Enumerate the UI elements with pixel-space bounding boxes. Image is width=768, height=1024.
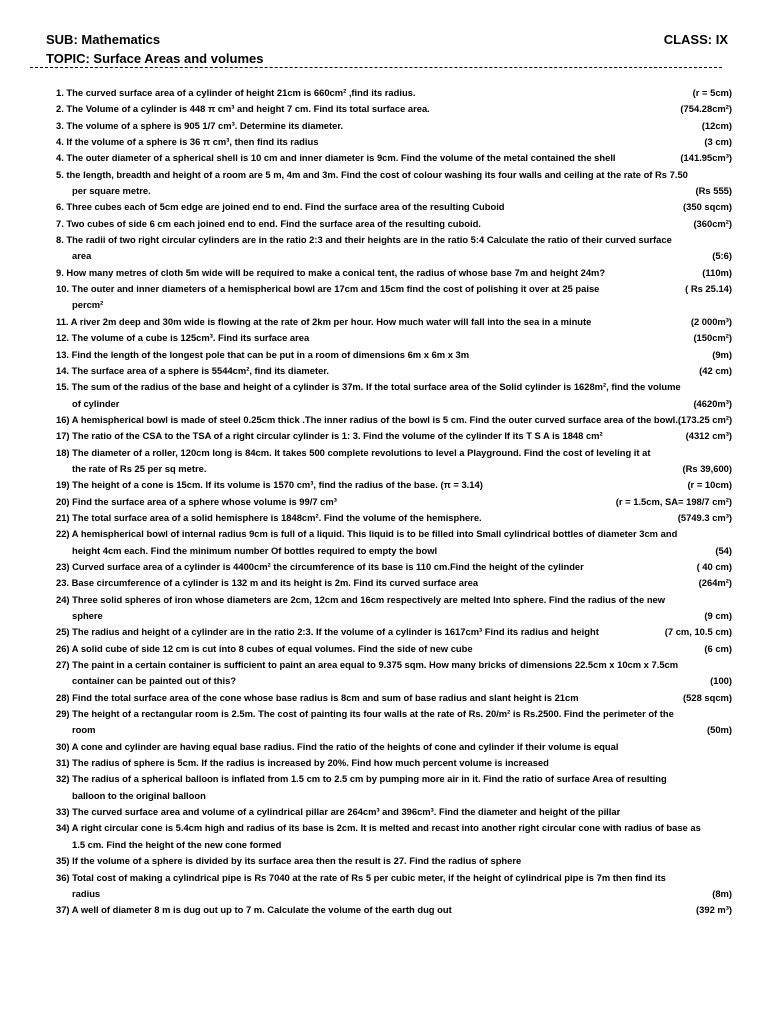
question-item	[56, 853, 732, 869]
question-item	[56, 559, 732, 575]
question-item	[56, 199, 732, 215]
question-line	[56, 134, 732, 150]
question-text: 18) The diameter of a roller, 120cm long is 84cm. It takes 500 complete revolutions to level a Playground. Find the cost of leveling it at	[56, 446, 651, 458]
question-text: 19) The height of a cone is 15cm. If its volume is 1570 cm³, find the radius of the base. (π = 3.14)	[56, 479, 483, 491]
answer-text: (4312 cm³)	[685, 430, 732, 442]
question-line	[56, 199, 732, 215]
question-line	[56, 902, 732, 918]
question-item	[56, 379, 732, 412]
answer-text: ( 40 cm)	[696, 560, 732, 572]
question-line	[56, 853, 732, 869]
question-item	[56, 870, 732, 903]
question-text: 17) The ratio of the CSA to the TSA of a right circular cylinder is 1: 3. Find the volume of the cylinder If its T S A is 1848 cm²	[56, 430, 603, 442]
question-text: 27) The paint in a certain container is sufficient to paint an area equal to 9.375 sqm. How many bricks of dimensions 22.5cm x 10cm x 7.5cm	[56, 659, 679, 671]
question-continuation-line	[56, 608, 732, 624]
question-text: 24) Three solid spheres of iron whose diameters are 2cm, 12cm and 16cm respectively are melted Into sphere. Find the radius of the new	[56, 593, 666, 605]
question-item	[56, 412, 732, 428]
question-item	[56, 347, 732, 363]
question-item	[56, 592, 732, 625]
answer-text: (264m²)	[698, 577, 732, 589]
answer-text: (5749.3 cm³)	[677, 511, 732, 523]
question-text: 9. How many metres of cloth 5m wide will be required to make a conical tent, the radius of whose base 7m and height 24m?	[56, 266, 606, 278]
question-line	[56, 314, 732, 330]
dashed-divider	[30, 67, 722, 68]
question-text: 23. Base circumference of a cylinder is 132 m and its height is 2m. Find its curved surface area	[56, 577, 479, 589]
question-continuation-text: height 4cm each. Find the minimum number Of bottles required to empty the bowl	[72, 544, 438, 556]
question-item	[56, 314, 732, 330]
answer-text: (110m)	[702, 266, 732, 278]
question-text: 21) The total surface area of a solid hemisphere is 1848cm². Find the volume of the hemisphere.	[56, 511, 482, 523]
question-line	[56, 347, 732, 363]
answer-text: (5:6)	[712, 250, 732, 262]
question-line	[56, 150, 732, 166]
question-line	[56, 804, 732, 820]
question-item	[56, 510, 732, 526]
question-line	[56, 755, 732, 771]
question-text: 1. The curved surface area of a cylinder of height 21cm is 660cm² ,find its radius.	[56, 87, 416, 98]
question-line	[56, 265, 732, 281]
question-text: 35) If the volume of a sphere is divided by its surface area then the result is 27. Find the radius of sphere	[56, 855, 522, 867]
question-item	[56, 820, 732, 853]
question-item	[56, 575, 732, 591]
question-line	[56, 575, 732, 591]
question-item	[56, 526, 732, 559]
question-text: 31) The radius of sphere is 5cm. If the radius is increased by 20%. Find how much percent volume is increased	[56, 757, 549, 769]
question-continuation-line	[56, 788, 732, 804]
question-line	[56, 820, 732, 836]
question-line	[56, 706, 732, 722]
question-item	[56, 804, 732, 820]
question-continuation-line	[56, 248, 732, 264]
question-text: 25) The radius and height of a cylinder are in the ratio 2:3. If the volume of a cylinder is 1617cm³ Find its radius and height	[56, 626, 599, 638]
question-item	[56, 494, 732, 510]
question-text: 20) Find the surface area of a sphere whose volume is 99/7 cm³	[56, 495, 337, 507]
question-item	[56, 281, 732, 314]
question-text: 8. The radii of two right circular cylinders are in the ratio 2:3 and their heights are in the ratio 5:4 Calculate the ratio of their curved surface	[56, 234, 672, 246]
question-text: 23) Curved surface area of a cylinder is 4400cm² the circumference of its base is 110 cm.Find the height of the cylinder	[56, 560, 584, 572]
question-item	[56, 265, 732, 281]
question-item	[56, 101, 732, 117]
question-line	[56, 216, 732, 232]
question-text: 28) Find the total surface area of the cone whose base radius is 8cm and sum of base radius and slant height is 21cm	[56, 691, 579, 703]
answer-text: (r = 1.5cm, SA= 198/7 cm²)	[615, 495, 732, 507]
question-text: 32) The radius of a spherical balloon is inflated from 1.5 cm to 2.5 cm by pumping more air in it. Find the ratio of surface Area of resulting	[56, 773, 667, 785]
question-continuation-text: of cylinder	[72, 397, 120, 409]
answer-text: (173.25 cm²)	[677, 413, 733, 425]
question-line	[56, 477, 732, 493]
question-continuation-line	[56, 297, 732, 313]
question-text: 2. The Volume of a cylinder is 448 π cm³ and height 7 cm. Find its total surface area.	[56, 103, 430, 115]
answer-text: (7 cm, 10.5 cm)	[664, 626, 732, 638]
question-continuation-text: the rate of Rs 25 per sq metre.	[72, 462, 207, 474]
question-continuation-text: area	[72, 250, 92, 262]
question-line	[56, 592, 732, 608]
question-text: 30) A cone and cylinder are having equal base radius. Find the ratio of the heights of cone and cylinder if their volume is equal	[56, 740, 619, 752]
question-continuation-text: sphere	[72, 610, 103, 621]
question-item	[56, 641, 732, 657]
question-item	[56, 118, 732, 134]
answer-text: (9m)	[712, 348, 732, 360]
answer-text: (3 cm)	[704, 136, 732, 148]
question-continuation-line	[56, 543, 732, 559]
answer-text: (54)	[715, 544, 732, 556]
topic-label: TOPIC: Surface Areas and volumes	[46, 51, 264, 66]
question-text: 5. the length, breadth and height of a room are 5 m, 4m and 3m. Find the cost of colour washing its four walls and ceiling at the rate of Rs 7.50	[56, 168, 688, 180]
question-text: 26) A solid cube of side 12 cm is cut into 8 cubes of equal volumes. Find the side of new cube	[56, 642, 473, 654]
subject-label: SUB: Mathematics	[46, 32, 161, 47]
answer-text: ( Rs 25.14)	[685, 283, 732, 295]
answer-text: (Rs 39,600)	[682, 462, 732, 474]
question-line	[56, 771, 732, 787]
question-text: 4. If the volume of a sphere is 36 π cm³, then find its radius	[56, 136, 319, 148]
question-continuation-text: per square metre.	[72, 185, 151, 197]
question-item	[56, 445, 732, 478]
question-line	[56, 412, 732, 428]
question-line	[56, 657, 732, 673]
question-text: 10. The outer and inner diameters of a hemispherical bowl are 17cm and 15cm find the cost of polishing it over at 25 paise	[56, 283, 600, 295]
question-item	[56, 657, 732, 690]
answer-text: (50m)	[706, 724, 732, 736]
question-item	[56, 85, 732, 101]
question-text: 4. The outer diameter of a spherical shell is 10 cm and inner diameter is 9cm. Find the volume of the metal contained the shell	[56, 152, 616, 164]
question-continuation-text: balloon to the original balloon	[72, 789, 206, 801]
question-line	[56, 870, 732, 886]
question-line	[56, 494, 732, 510]
question-continuation-line	[56, 722, 732, 738]
answer-text: (350 sqcm)	[683, 201, 732, 213]
question-item	[56, 477, 732, 493]
question-text: 12. The volume of a cube is 125cm³. Find its surface area	[56, 332, 310, 344]
question-item	[56, 706, 732, 739]
answer-text: (141.95cm³)	[680, 152, 732, 164]
question-item	[56, 902, 732, 918]
question-text: 16) A hemispherical bowl is made of steel 0.25cm thick .The inner radius of the bowl is 5 cm. Find the outer curved surface area of the bowl.	[56, 413, 678, 425]
answer-text: (392 m³)	[696, 904, 732, 916]
question-continuation-text: radius	[72, 887, 101, 899]
question-item	[56, 428, 732, 444]
answer-text: (528 sqcm)	[683, 691, 732, 703]
question-line	[56, 118, 732, 134]
question-item	[56, 330, 732, 346]
question-continuation-line	[56, 837, 732, 853]
question-line	[56, 641, 732, 657]
question-line	[56, 85, 732, 101]
question-line	[56, 363, 732, 379]
question-continuation-line	[56, 673, 732, 689]
question-text: 6. Three cubes each of 5cm edge are joined end to end. Find the surface area of the resulting Cuboid	[56, 201, 505, 213]
answer-text: (r = 5cm)	[692, 87, 732, 98]
question-item	[56, 624, 732, 640]
question-item	[56, 755, 732, 771]
question-text: 37) A well of diameter 8 m is dug out up to 7 m. Calculate the volume of the earth dug out	[56, 904, 452, 916]
question-line	[56, 526, 732, 542]
question-continuation-line	[56, 183, 732, 199]
question-item	[56, 690, 732, 706]
question-text: 7. Two cubes of side 6 cm each joined end to end. Find the surface area of the resulting cuboid.	[56, 217, 481, 229]
question-line	[56, 624, 732, 640]
header	[46, 30, 728, 68]
question-continuation-text: percm²	[72, 299, 104, 311]
answer-text: (100)	[710, 675, 732, 687]
answer-text: (9 cm)	[704, 610, 732, 621]
question-text: 15. The sum of the radius of the base and height of a cylinder is 37m. If the total surface area of the Solid cylinder is 1628m², find the volume	[56, 381, 681, 393]
question-text: 36) Total cost of making a cylindrical pipe is Rs 7040 at the rate of Rs 5 per cubic meter, if the height of cylindrical pipe is 7m then find its	[56, 871, 666, 883]
question-line	[56, 445, 732, 461]
answer-text: (12cm)	[701, 119, 732, 131]
question-text: 22) A hemispherical bowl of internal radius 9cm is full of a liquid. This liquid is to be filled into Small cylindrical bottles of diameter 3cm and	[56, 528, 678, 540]
question-item	[56, 739, 732, 755]
question-line	[56, 281, 732, 297]
question-line	[56, 101, 732, 117]
answer-text: (42 cm)	[699, 364, 732, 376]
question-text: 33) The curved surface area and volume of a cylindrical pillar are 264cm³ and 396cm³. Find the diameter and height of the pillar	[56, 806, 621, 818]
question-line	[56, 379, 732, 395]
answer-text: (8m)	[712, 887, 732, 899]
question-continuation-line	[56, 396, 732, 412]
answer-text: (4620m³)	[693, 397, 732, 409]
question-line	[56, 510, 732, 526]
question-text: 3. The volume of a sphere is 905 1/7 cm³. Determine its diameter.	[56, 119, 344, 131]
header-row	[46, 30, 728, 49]
question-continuation-text: 1.5 cm. Find the height of the new cone formed	[72, 838, 282, 850]
question-line	[56, 428, 732, 444]
answer-text: (6 cm)	[704, 642, 732, 654]
question-text: 13. Find the length of the longest pole that can be put in a room of dimensions 6m x 6m x 3m	[56, 348, 470, 360]
question-line	[56, 232, 732, 248]
question-item	[56, 167, 732, 200]
question-item	[56, 134, 732, 150]
question-line	[56, 739, 732, 755]
answer-text: (150cm²)	[693, 332, 732, 344]
question-list	[56, 85, 732, 919]
answer-text: (Rs 555)	[695, 185, 732, 197]
question-item	[56, 232, 732, 265]
question-item	[56, 363, 732, 379]
question-item	[56, 771, 732, 804]
answer-text: (r = 10cm)	[687, 479, 732, 491]
question-continuation-text: room	[72, 724, 96, 736]
answer-text: (754.28cm²)	[680, 103, 732, 115]
answer-text: (2 000m³)	[690, 315, 732, 327]
question-line	[56, 330, 732, 346]
question-continuation-line	[56, 461, 732, 477]
question-text: 29) The height of a rectangular room is 2.5m. The cost of painting its four walls at the rate of Rs. 20/m² is Rs.2500. Find the perimeter of the	[56, 708, 674, 720]
question-item	[56, 150, 732, 166]
question-text: 14. The surface area of a sphere is 5544cm², find its diameter.	[56, 364, 330, 376]
answer-text: (360cm²)	[693, 217, 732, 229]
question-line	[56, 167, 732, 183]
question-item	[56, 216, 732, 232]
question-line	[56, 690, 732, 706]
question-line	[56, 559, 732, 575]
question-continuation-text: container can be painted out of this?	[72, 675, 237, 687]
class-label: CLASS: IX	[663, 32, 728, 47]
question-continuation-line	[56, 886, 732, 902]
question-text: 34) A right circular cone is 5.4cm high and radius of its base is 2cm. It is melted and recast into another right circular cone with radius of base as	[56, 822, 701, 834]
question-text: 11. A river 2m deep and 30m wide is flowing at the rate of 2km per hour. How much water will fall into the sea in a minute	[56, 315, 592, 327]
